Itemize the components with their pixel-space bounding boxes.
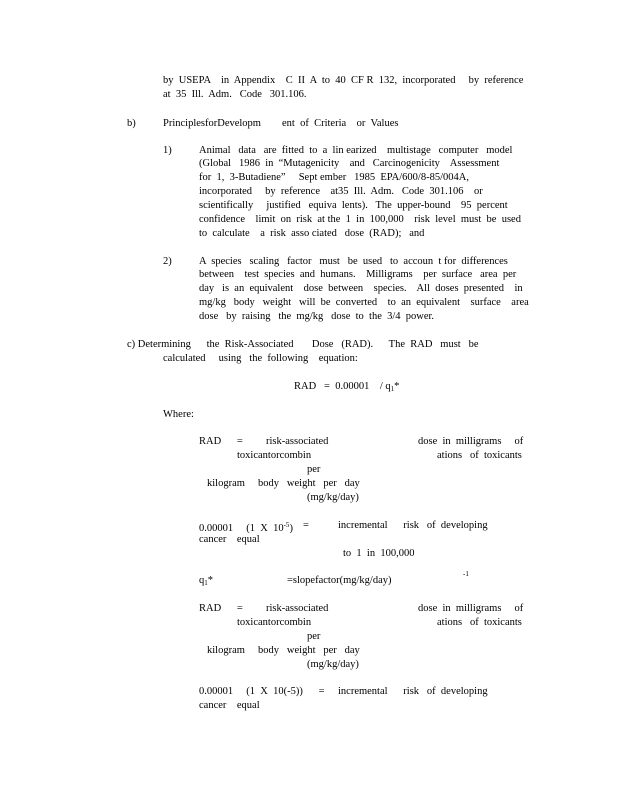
item-1-line-5: scientifically justified equiva lents). The upper-bound 95 percent [199,200,508,211]
def1-constant-equals: = [303,520,309,531]
def1-rad-term: RAD = [199,436,243,447]
def2-constant-term: 0.00001 (1 X 10(-5)) = [199,686,325,697]
section-c-line-1: c) Determining the Risk-Associated Dose (RAD). The RAD must be [127,339,479,350]
def1-constant-desc-a: incremental risk of developing [338,520,488,531]
def2-rad-term: RAD = [199,603,243,614]
def1-q-star: * [207,575,213,586]
def1-constant-exponent: -5 [283,521,290,529]
intro-line-2: at 35 Ill. Adm. Code 301.106. [163,89,307,100]
item-2-number: 2) [163,256,172,267]
def2-rad-desc-a: risk-associated [266,603,329,614]
def1-rad-desc-d: ations of toxicants [437,450,522,461]
item-1-line-2: (Global 1986 in “Mutagenicity and Carcinogenicity Assessment [199,158,500,169]
def2-constant-desc-b: cancer equal [199,700,260,711]
item-2-line-2: between test species and humans. Milligrams per surface area per [199,269,517,280]
def1-q-subscript: 1 [204,579,208,587]
item-1-number: 1) [163,145,172,156]
section-b-heading-part1: PrinciplesforDevelopm [163,118,261,129]
item-1-line-3: for 1, 3-Butadiene” Sept ember 1985 EPA/600/8-85/004A, [199,172,469,183]
def1-rad-desc-a: risk-associated [266,436,329,447]
item-2-line-3: day is an equivalent dose between species. All doses presented in [199,283,523,294]
item-1-line-1: Animal data are fitted to a lin earized multistage computer model [199,145,513,156]
def2-constant-desc-a: incremental risk of developing [338,686,488,697]
section-c-line-2: calculated using the following equation: [163,353,358,364]
equation-subscript: 1 [390,385,395,393]
item-2-line-4: mg/kg body weight will be converted to an equivalent surface area [199,297,529,308]
def2-rad-desc-c: toxicantorcombin [237,617,312,628]
def1-constant-close: ) [289,523,293,534]
def1-rad-desc-c: toxicantorcombin [237,450,312,461]
equation-tail: * [394,381,400,392]
item-1-line-6: confidence limit on risk at the 1 in 100,000 risk level must be used [199,214,521,225]
def2-rad-desc-g: (mg/kg/day) [307,659,359,670]
def1-rad-desc-f: kilogram body weight per day [207,478,360,489]
def1-constant-desc-b: cancer equal [199,534,260,545]
rad-equation [294,380,399,396]
def1-constant-desc-c: to 1 in 100,000 [343,548,415,559]
def1-rad-desc-b: dose in milligrams of [418,436,524,447]
def2-rad-desc-d: ations of toxicants [437,617,522,628]
def1-constant-base: 0.00001 (1 X 10 [199,523,284,534]
item-1-line-4: incorporated by reference at35 Ill. Adm. Code 301.106 or [199,186,483,197]
where-label: Where: [163,409,194,420]
item-2-line-1: A species scaling factor must be used to accoun t for differences [199,256,508,267]
def1-q-desc: =slopefactor(mg/kg/day) [287,575,392,586]
section-b-marker: b) [127,118,136,129]
equation-lhs: RAD = 0.00001 / q [294,381,391,392]
def1-rad-desc-g: (mg/kg/day) [307,492,359,503]
section-b-heading-part2: ent of Criteria or Values [282,118,399,129]
intro-line-1: by USEPA in Appendix C II A to 40 CF R 132, incorporated by reference [163,75,524,86]
def1-rad-desc-e: per [307,464,321,475]
def1-q-term [199,574,213,590]
def2-rad-desc-f: kilogram body weight per day [207,645,360,656]
item-2-line-5: dose by raising the mg/kg dose to the 3/4 power. [199,311,435,322]
item-1-line-7: to calculate a risk asso ciated dose (RAD); and [199,228,425,239]
def1-q-base: q [199,575,205,586]
def1-q-exponent: -1 [463,570,469,578]
def2-rad-desc-e: per [307,631,321,642]
def2-rad-desc-b: dose in milligrams of [418,603,524,614]
